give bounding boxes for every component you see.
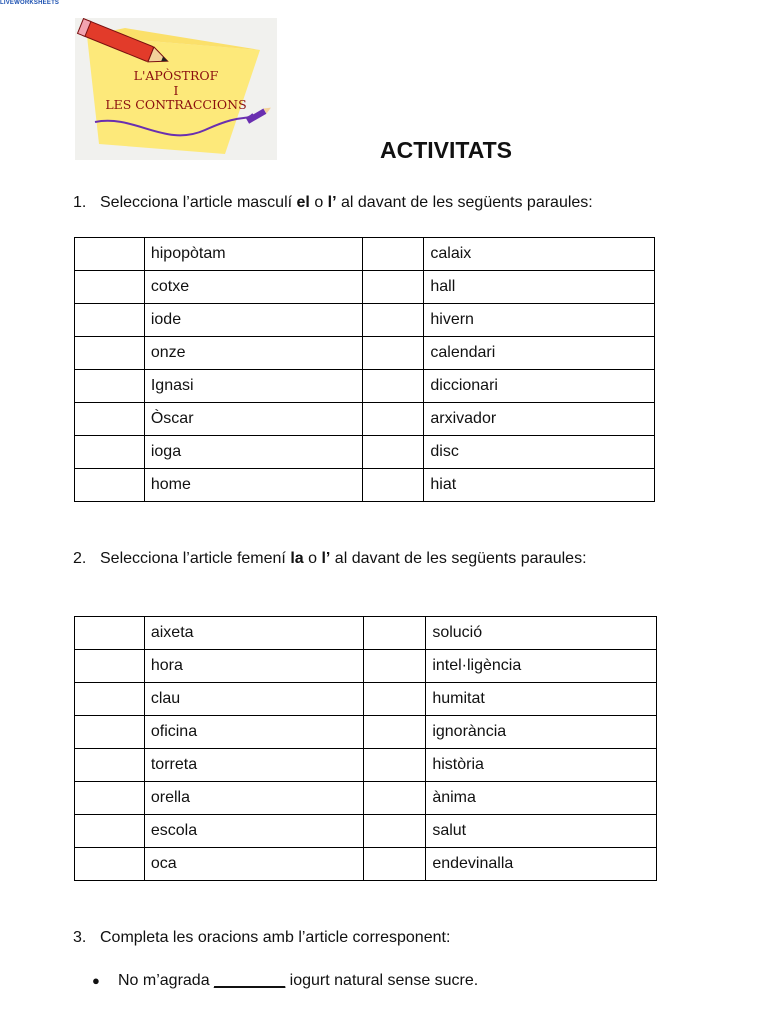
word-cell: clau [144,683,364,716]
word-cell: solució [426,617,657,650]
table-row [75,683,657,716]
word-cell: endevinalla [426,848,657,881]
word-cell: hora [144,650,364,683]
question-number: 3. [73,929,87,946]
word-cell: Òscar [144,403,362,436]
word-cell: home [144,469,362,502]
table-row [75,337,655,370]
question-2 [73,550,587,568]
word-cell: hall [424,271,655,304]
table-row [75,403,655,436]
article-answer-cell[interactable] [75,238,145,271]
article-answer-cell[interactable] [364,683,426,716]
word-cell: ioga [144,436,362,469]
word-cell: hivern [424,304,655,337]
question-text: Selecciona l’article masculí [100,194,297,211]
table-row [75,617,657,650]
question-bold: el [296,194,310,211]
word-cell: escola [144,815,364,848]
word-cell: Ignasi [144,370,362,403]
question-text: Selecciona l’article femení [100,550,291,567]
question-text: al davant de les següents paraules: [336,194,593,211]
article-answer-cell[interactable] [364,848,426,881]
question-1 [73,194,593,212]
table-row [75,848,657,881]
word-cell: torreta [144,749,364,782]
article-answer-cell[interactable] [75,403,145,436]
question-number: 1. [73,194,87,211]
watermark: LIVEWORKSHEETS [0,0,60,6]
table-row [75,815,657,848]
article-answer-cell[interactable] [75,716,145,749]
sentence-text: No m’agrada [118,972,215,989]
sentence-text: iogurt natural sense sucre. [285,972,479,989]
article-answer-cell[interactable] [364,716,426,749]
word-cell: orella [144,782,364,815]
article-answer-cell[interactable] [75,436,145,469]
word-cell: salut [426,815,657,848]
logo-line-1: L'APÒSTROF [133,68,219,83]
word-cell: diccionari [424,370,655,403]
word-cell: ànima [426,782,657,815]
word-cell: calaix [424,238,655,271]
word-cell: aixeta [144,617,364,650]
logo-line-2: I [173,83,179,98]
question-text: Completa les oracions amb l’article corresponent: [100,929,451,946]
word-table-2 [74,616,657,881]
article-answer-cell[interactable] [75,848,145,881]
article-answer-cell[interactable] [75,749,145,782]
article-answer-cell[interactable] [75,370,145,403]
question-text: al davant de les següents paraules: [330,550,587,567]
article-answer-cell[interactable] [75,337,145,370]
question-text: o [309,194,328,211]
word-cell: arxivador [424,403,655,436]
question-bold: l’ [321,550,331,567]
article-answer-cell[interactable] [75,815,145,848]
table-row [75,304,655,337]
word-table-1 [74,237,655,502]
table-row [75,436,655,469]
word-cell: cotxe [144,271,362,304]
article-answer-cell[interactable] [364,650,426,683]
article-answer-cell[interactable] [75,469,145,502]
word-cell: ignorància [426,716,657,749]
question-3 [73,929,450,947]
word-cell: disc [424,436,655,469]
article-answer-cell[interactable] [364,782,426,815]
table-row [75,238,655,271]
article-answer-cell[interactable] [75,683,145,716]
bullet-icon: ● [92,973,100,988]
sentence-item [92,972,478,990]
article-answer-cell[interactable] [362,403,424,436]
word-cell: onze [144,337,362,370]
article-answer-cell[interactable] [362,436,424,469]
article-answer-cell[interactable] [75,617,145,650]
word-cell: hipopòtam [144,238,362,271]
question-bold: la [290,550,304,567]
question-text: o [303,550,322,567]
word-cell: història [426,749,657,782]
question-number: 2. [73,550,87,567]
word-cell: intel·ligència [426,650,657,683]
page-title: ACTIVITATS [380,137,513,163]
word-cell: oca [144,848,364,881]
article-answer-cell[interactable] [75,271,145,304]
word-cell: calendari [424,337,655,370]
table-row [75,370,655,403]
logo-line-3: LES CONTRACCIONS [105,97,247,112]
word-cell: oficina [144,716,364,749]
word-cell: hiat [424,469,655,502]
word-cell: iode [144,304,362,337]
article-answer-cell[interactable] [362,337,424,370]
article-answer-cell[interactable] [75,782,145,815]
article-answer-cell[interactable] [362,469,424,502]
table-row [75,749,657,782]
table-row [75,271,655,304]
article-answer-cell[interactable] [364,749,426,782]
article-answer-cell[interactable] [75,650,145,683]
article-answer-cell[interactable] [364,617,426,650]
question-bold: l’ [327,194,337,211]
article-answer-cell[interactable] [362,370,424,403]
article-answer-cell[interactable] [364,815,426,848]
table-row [75,469,655,502]
table-row [75,716,657,749]
table-row [75,782,657,815]
word-cell: humitat [426,683,657,716]
article-answer-cell[interactable] [362,271,424,304]
article-answer-cell[interactable] [362,238,424,271]
article-answer-cell[interactable] [75,304,145,337]
answer-blank[interactable]: ________ [214,972,286,989]
table-row [75,650,657,683]
logo-illustration [75,18,277,160]
article-answer-cell[interactable] [362,304,424,337]
